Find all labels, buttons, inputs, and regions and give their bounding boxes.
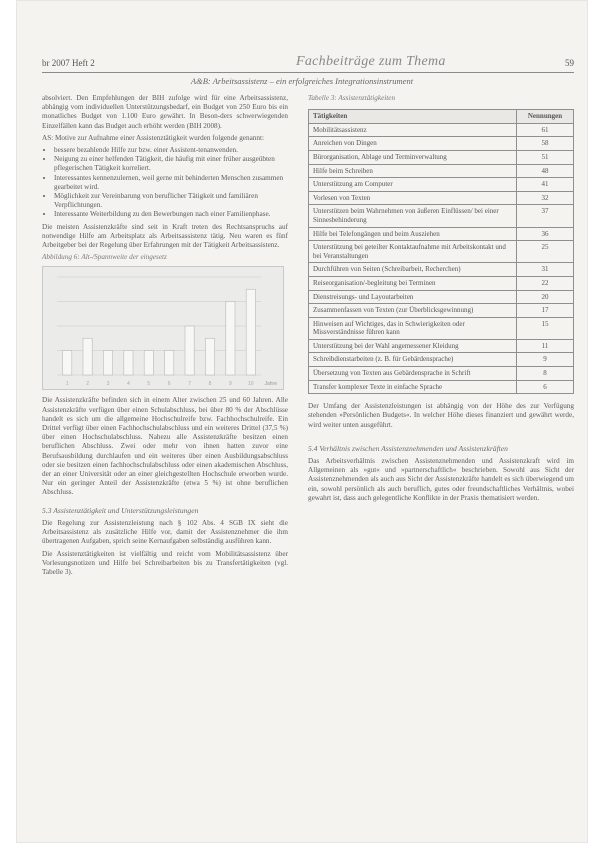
paragraph: AS: Motive zur Aufnahme einer Assistenztätigkeit wurden folgende genannt: <box>42 133 264 142</box>
table-row <box>309 380 574 394</box>
section-heading: 5.3 Assistenztätigkeit und Unterstützungsleistungen <box>42 505 199 515</box>
count-cell: 17 <box>517 304 574 318</box>
tick-label: 10 <box>248 381 254 388</box>
count-cell: 61 <box>517 123 574 137</box>
table-row <box>309 227 574 241</box>
count-cell: 32 <box>517 191 574 205</box>
count-cell: 48 <box>517 164 574 178</box>
count-cell: 51 <box>517 150 574 164</box>
paragraph: Der Umfang der Assistenzleistungen ist abhängig von der Höhe des zur Verfügung stehenden »Persönlichen Budgets«. In welcher Höhe dieses finanziert und gewährt werde, wird weiter unten ausgeführt. <box>308 402 574 429</box>
tick-label: 4 <box>127 381 130 388</box>
table-row <box>309 290 574 304</box>
bar <box>226 302 235 376</box>
count-cell: 37 <box>517 205 574 227</box>
paragraph: Das Arbeitsverhältnis zwischen Assistenznehmenden und Assistenzkraft wird im Allgemeinen als »gut« und »partnerschaftlich« beschrieben. Sowohl aus Sicht der Assistenznehmenden als auch aus Sicht der Assistenzkräfte handelt es sich überwiegend um ein, sowohl persönlich als auch beruflich, gutes oder freundschaftliches Verhältnis, wobei gewahrt ist, dass auch gelegentliche Konflikte in der Praxis thematisiert werden. <box>308 457 574 502</box>
table-row <box>309 304 574 318</box>
count-cell: 20 <box>517 290 574 304</box>
tick-label: 5 <box>147 381 151 388</box>
age-chart <box>42 266 284 390</box>
count-cell: 36 <box>517 227 574 241</box>
activity-cell: Unterstützung bei der Wahl angemessener Kleidung <box>309 339 517 353</box>
bar <box>144 351 153 376</box>
activity-cell: Unterstützen beim Wahrnehmen von äußeren Einflüssen/ bei einer Sinnesbehinderung <box>309 205 517 227</box>
activity-cell: Übersetzung von Texten aus Gebärdensprache in Schrift <box>309 367 517 381</box>
bar <box>83 339 92 376</box>
activity-cell: Anreichen von Dingen <box>309 137 517 151</box>
activity-cell: Mobilitätsassistenz <box>309 123 517 137</box>
list-item: • Interessante Weiterbildung zu den Bewerbungen nach einer Familienphase. <box>54 210 288 219</box>
tick-label: 1 <box>65 381 69 388</box>
activity-cell: Vorlesen von Texten <box>309 191 517 205</box>
figure-caption: Abbildung 6: Alt-/Spannweite der eingesetz <box>42 253 167 262</box>
section-heading: 5.4 Verhältnis zwischen Assistenznehmenden und Assistenzkräften <box>308 443 508 453</box>
activity-cell: Reiseorganisation/-begleitung bei Terminen <box>309 276 517 290</box>
count-cell: 31 <box>517 263 574 277</box>
bar <box>124 351 133 376</box>
table-row <box>309 123 574 137</box>
column-header-activity: Tätigkeiten <box>309 110 517 124</box>
activities-table <box>308 109 574 394</box>
bar <box>165 351 174 376</box>
table-row <box>309 263 574 277</box>
activity-cell: Hinweisen auf Wichtiges, das in Schwierigkeiten oder Missverständnisse führen kann <box>309 317 517 339</box>
activity-cell: Zusammenfassen von Texten (zur Überblicksgewinnung) <box>309 304 517 318</box>
tick-label: 8 <box>208 381 212 388</box>
right-column <box>308 94 574 506</box>
activity-cell: Schreibdienstarbeiten (z. B. für Gebärdensprache) <box>309 353 517 367</box>
list-item: • Neigung zu einer helfenden Tätigkeit, die häufig mit einer früher ausgeübten pflegerischen Tätigkeit korreliert. <box>54 155 288 173</box>
tick-label: 9 <box>229 381 232 388</box>
table-row <box>309 205 574 227</box>
activity-cell: Durchführen von Seiten (Schreibarbeit, Recherchen) <box>309 263 517 277</box>
tick-label: 7 <box>188 381 191 388</box>
table-row <box>309 353 574 367</box>
bar <box>205 339 214 376</box>
chart-svg <box>43 267 283 389</box>
table-row <box>309 150 574 164</box>
activity-cell: Hilfe beim Schreiben <box>309 164 517 178</box>
tick-label: 6 <box>167 381 171 388</box>
tick-label: 2 <box>86 381 89 388</box>
table-row <box>309 178 574 192</box>
table-row <box>309 137 574 151</box>
table-body <box>309 123 574 393</box>
document-page <box>16 0 588 843</box>
paragraph: Die meisten Assistenzkräfte sind seit in Kraft treten des Rechtsanspruchs auf notwendige Hilfe am Arbeitsplatz als Arbeitsassistenz tätig. Neu waren es fünf Arbeitgeber bei der Regelung über Erfahrungen mit der Tätigkeit Arbeitsassistenz. <box>42 222 288 250</box>
paragraph: Die Assistenztätigkeiten ist vielfältig und reicht vom Mobilitätsassistenz über Vorlesungsnotizen und Hilfe bei Schreibarbeiten bis zu Transfertätigkeiten (vgl. Tabelle 3). <box>42 549 288 576</box>
chart-unit-label: Jahre <box>264 381 277 388</box>
bar <box>185 326 194 375</box>
paragraph: Die Regelung zur Assistenzleistung nach § 102 Abs. 4 SGB IX sieht die Arbeitsassistenz als zusätzliche Hilfe vor, damit der Assistenznehmer die ihm übertragenen Aufgaben, sprich seine Kernaufgaben selbständig ausführen kann. <box>42 518 288 546</box>
count-cell: 11 <box>517 339 574 353</box>
article-subtitle: A&B: Arbeitsassistenz – ein erfolgreiches Integrationsinstrument <box>190 76 414 86</box>
count-cell: 9 <box>517 353 574 367</box>
table-row <box>309 317 574 339</box>
count-cell: 8 <box>517 367 574 381</box>
column-header-count: Nennungen <box>517 110 574 124</box>
activity-cell: Dienstreisungs- und Layoutarbeiten <box>309 290 517 304</box>
table-row <box>309 241 574 263</box>
count-cell: 41 <box>517 178 574 192</box>
paragraph: absolviert. Den Empfehlungen der BIH zufolge wird für eine Arbeitsassistenz, abhängig vom individuellen Unterstützungsbedarf, ein Budget von 250 Euro bis ein monatliches Budget von 1.100 Euro gewährt. In Beson-ders schwerwiegenden Einzelfällen kann das Budget auch erhöht werden (BIH 2008). <box>42 94 288 130</box>
count-cell: 25 <box>517 241 574 263</box>
activity-cell: Hilfe bei Telefongängen und beim Ausziehen <box>309 227 517 241</box>
count-cell: 22 <box>517 276 574 290</box>
activity-cell: Unterstützung am Computer <box>309 178 517 192</box>
count-cell: 6 <box>517 380 574 394</box>
header-rule <box>42 72 574 73</box>
paragraph: Die Assistenzkräfte befinden sich in einem Alter zwischen 25 und 60 Jahren. Alle Assistenzkräfte verfügen über einen Schulabschluss, bei über 80 % der Abschlüsse handelt es sich um die allgemeine Hochschulreife bzw. Fachhochschulreife. Ein Drittel verfügt über einen Fachhochschulabschluss und ein weiteres Drittel (37,5 %) über einen Hochschulabschluss. Nahezu alle Assistenzkräfte besitzen einen beruflichen Abschluss. Zwei oder mehr von ihnen hatten zuvor eine Berufsausbildung durchlaufen und ein weiteres über einen Ausbildungsabschluss oder sie besitzen einen fachhochschulabschluss oder einen akademischen Abschluss, der an einer Universität oder an einer gleichgestellten Hochschule erworben wurde. Nur ein geringer Anteil der Assistenzkräfte (etwa 5 %) ist ohne beruflichen Abschluss. <box>42 396 288 497</box>
bar <box>63 351 72 376</box>
motives-list <box>42 146 288 220</box>
activity-cell: Unterstützung bei geteilter Kontaktaufnahme mit Arbeitskontakt und bei Veranstaltungen <box>309 241 517 263</box>
count-cell: 58 <box>517 137 574 151</box>
list-item: • bessere bezahlende Hilfe zur bzw. einer Assistent-tenanwenden. <box>54 146 288 155</box>
activity-cell: Bürorganisation, Ablage und Terminverwaltung <box>309 150 517 164</box>
count-cell: 15 <box>517 317 574 339</box>
list-item: • Möglichkeit zur Vereinbarung von beruflicher Tätigkeit und familiären Verpflichtungen. <box>54 192 288 210</box>
section-title: Fachbeiträge zum Thema <box>296 54 446 69</box>
page-number: 59 <box>565 58 574 68</box>
bar <box>103 351 112 376</box>
left-column <box>42 94 288 580</box>
table-row <box>309 164 574 178</box>
bar <box>246 290 255 376</box>
tick-label: 3 <box>106 381 110 388</box>
list-item: • Interessantes kennenzulernen, weil gerne mit behinderten Menschen zusammen gearbeitet wird. <box>54 174 288 192</box>
table-row <box>309 339 574 353</box>
journal-issue: br 2007 Heft 2 <box>42 58 95 68</box>
table-row <box>309 367 574 381</box>
table-row <box>309 191 574 205</box>
table-row <box>309 276 574 290</box>
activity-cell: Transfer komplexer Texte in einfache Sprache <box>309 380 517 394</box>
table-header-row <box>309 110 574 124</box>
table-caption: Tabelle 3: Assistenztätigkeiten <box>308 94 396 102</box>
